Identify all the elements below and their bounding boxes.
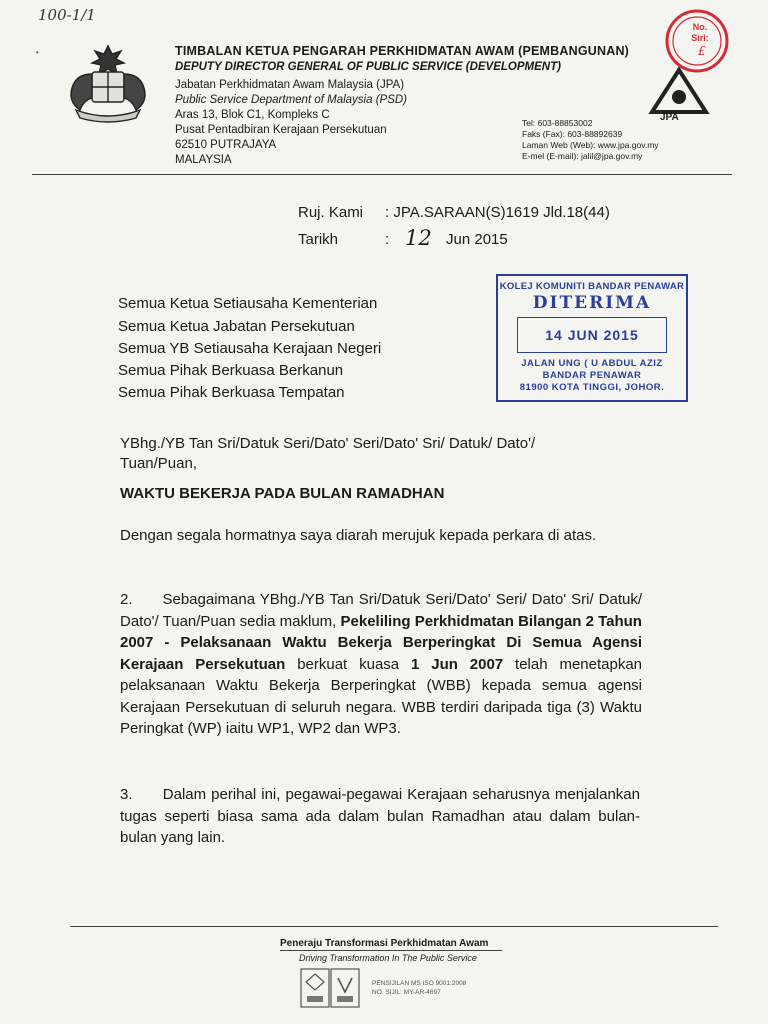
letterhead-dept-en: Public Service Department of Malaysia (PSD) [175, 94, 407, 106]
letterhead-subtitle: DEPUTY DIRECTOR GENERAL OF PUBLIC SERVICE (DEVELOPMENT) [175, 61, 561, 73]
recipient-line: Semua YB Setiausaha Kerajaan Negeri [118, 340, 382, 357]
paragraph-1: Dengan segala hormatnya saya diarah merujuk kepada perkara di atas. [120, 527, 597, 544]
paragraph-3-number: 3. [120, 786, 133, 803]
letterhead-divider [32, 174, 732, 175]
contact-web: Laman Web (Web): www.jpa.gov.my [522, 140, 659, 150]
stamp-no-label: No. [692, 22, 708, 32]
iso-certification-logo-icon [300, 968, 360, 1008]
recipient-line: Semua Pihak Berkuasa Berkanun [118, 362, 344, 379]
recipient-line: Semua Pihak Berkuasa Tempatan [118, 384, 345, 401]
punch-mark: • [36, 48, 39, 57]
letterhead-dept-ms: Jabatan Perkhidmatan Awam Malaysia (JPA) [175, 79, 405, 91]
letterhead-address-4: MALAYSIA [175, 154, 232, 166]
contact-email: E-mel (E-mail): jalil@jpa.gov.my [522, 151, 643, 161]
salutation-line-1: YBhg./YB Tan Sri/Datuk Seri/Dato' Seri/Dato' Sri/ Datuk/ Dato'/ [120, 435, 536, 452]
date-colon: : [385, 231, 390, 248]
paragraph-2-circular-title: Pekeliling Perkhidmatan Bilangan 2 Tahun 2007 - Pelaksanaan Waktu Bekerja Berperingkat Di Semua Agensi Kerajaan Persekutuan [120, 612, 642, 673]
iso-cert-line-2: NO. SIJIL: MY-AR-4697 [372, 989, 441, 996]
letterhead-title: TIMBALAN KETUA PENGARAH PERKHIDMATAN AWAM (PEMBANGUNAN) [175, 44, 630, 58]
jpa-logo-text: JPA [660, 112, 679, 123]
footer-divider [70, 926, 718, 927]
salutation-line-2: Tuan/Puan, [120, 455, 197, 472]
paragraph-2-text-a: Sebagaimana YBhg./YB Tan Sri/Datuk Seri/Dato' Seri/ Dato' Sri/ Datuk/ Dato'/ Tuan/Puan sedia maklum, [120, 591, 642, 630]
recipient-line: Semua Ketua Jabatan Persekutuan [118, 318, 355, 335]
recipient-line: Semua Ketua Setiausaha Kementerian [118, 295, 378, 312]
contact-fax: Faks (Fax): 603-88892639 [522, 129, 623, 139]
paragraph-3 [120, 784, 640, 849]
handwritten-reference-note: 100-1/1 [38, 6, 96, 24]
paragraph-2-number: 2. [120, 591, 133, 608]
paragraph-2 [120, 589, 642, 740]
reference-label: Ruj. Kami [298, 204, 364, 221]
date-day-handwritten: 12 [405, 226, 432, 250]
paragraph-2-text-b: berkuat kuasa [297, 655, 400, 673]
stamp-status: DITERIMA [532, 293, 652, 313]
iso-cert-line-1: PENSIJILAN MS ISO 9001:2008 [372, 980, 467, 987]
reference-value: : JPA.SARAAN(S)1619 Jld.18(44) [385, 204, 610, 221]
letter-subject: WAKTU BEKERJA PADA BULAN RAMADHAN [120, 485, 445, 502]
paragraph-3-text: Dalam perihal ini, pegawai-pegawai Kerajaan seharusnya menjalankan tugas seperti biasa sama ada dalam bulan Ramadhan atau dalam bulan-bulan yang lain. [120, 786, 640, 846]
date-month-year: Jun 2015 [446, 231, 508, 248]
stamp-address-1: JALAN UNG ( U ABDUL AZIZ [521, 358, 663, 369]
footer-tagline-underline [280, 950, 502, 951]
malaysia-coat-of-arms-icon [58, 42, 158, 124]
stamp-address-2: BANDAR PENAWAR [542, 370, 642, 381]
letterhead-address-1: Aras 13, Blok C1, Kompleks C [175, 109, 330, 121]
received-stamp [496, 274, 688, 402]
paragraph-2-text-c: telah menetapkan pelaksanaan Waktu Bekerja Berperingkat (WBB) kepada semua agensi Kerajaan Persekutuan di seluruh negara. WBB terdiri daripada tiga (3) Waktu Peringkat (WP) iaitu WP1, WP2 dan WP3. [120, 655, 643, 737]
iso-certification-text [372, 979, 466, 997]
stamp-address-3: 81900 KOTA TINGGI, JOHOR. [519, 382, 665, 393]
stamp-siri-value: £ [698, 44, 706, 58]
date-label: Tarikh [298, 231, 339, 248]
contact-tel: Tel: 603-88853002 [522, 118, 593, 128]
jpa-logo-icon [648, 66, 710, 120]
letterhead-address-3: 62510 PUTRAJAYA [175, 139, 277, 151]
footer-tagline-english: Driving Transformation In The Public Service [299, 953, 477, 963]
footer-tagline: Peneraju Transformasi Perkhidmatan Awam [280, 938, 489, 949]
stamp-institution: KOLEJ KOMUNITI BANDAR PENAWAR [499, 281, 685, 292]
letterhead-address-2: Pusat Pentadbiran Kerajaan Persekutuan [175, 124, 387, 136]
stamp-siri-label: Siri: [691, 33, 709, 43]
paragraph-2-effective-date: 1 Jun 2007 [411, 655, 504, 673]
serial-number-stamp [664, 8, 730, 74]
stamp-date: 14 JUN 2015 [517, 317, 667, 353]
